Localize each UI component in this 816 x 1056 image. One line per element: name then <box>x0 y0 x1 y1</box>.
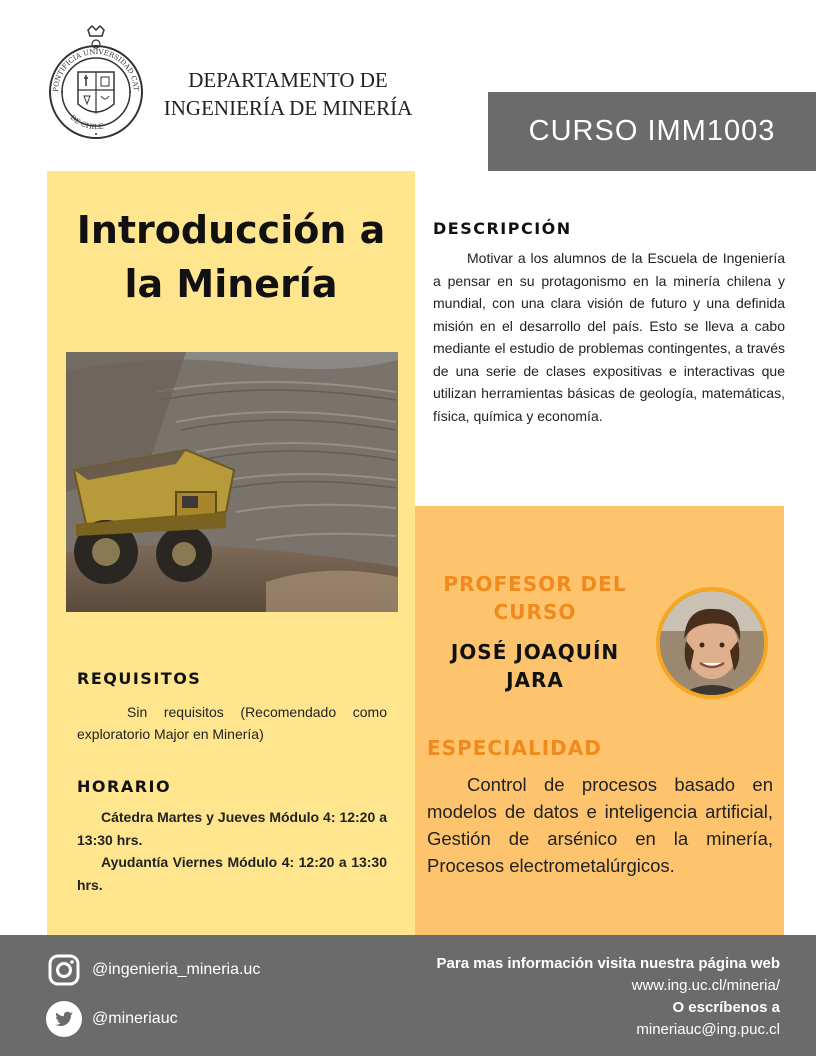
profesor-heading-line-1: PROFESOR DEL <box>443 572 627 596</box>
especialidad-heading: ESPECIALIDAD <box>427 736 602 760</box>
descripcion-text: Motivar a los alumnos de la Escuela de Ingeniería a pensar en su protagonismo en la minería chilena y mundial, con una clara visión de futuro y una definida misión en el desarrollo del país. Esto se lleva a cabo mediante el estudio de problemas contingentes, a través de una serie de clases expositivas e interactivas que utilizan herramientas básicas de geología, matemáticas, física, química y economía. <box>433 250 785 424</box>
profesor-heading <box>427 570 643 626</box>
dept-line-1: DEPARTAMENTO DE <box>188 68 388 92</box>
footer <box>0 935 816 1056</box>
horario-text <box>77 806 387 896</box>
university-seal-logo <box>48 22 144 150</box>
department-name <box>148 66 428 122</box>
info-line: Para mas información visita nuestra página web <box>436 955 780 972</box>
contact-info <box>437 953 780 1041</box>
email-link[interactable]: mineriauc@ing.puc.cl <box>636 1021 780 1038</box>
twitter-link[interactable] <box>46 1001 178 1037</box>
profesor-name <box>427 638 643 694</box>
descripcion-heading: DESCRIPCIÓN <box>433 219 572 238</box>
dept-line-2: INGENIERÍA DE MINERÍA <box>163 96 413 120</box>
course-code: CURSO IMM1003 <box>528 115 776 147</box>
twitter-icon <box>46 1001 82 1037</box>
horario-ayudantia: Ayudantía Viernes Módulo 4: 12:20 a 13:30 hrs. <box>77 854 387 893</box>
especialidad-text: Control de procesos basado en modelos de datos e inteligencia artificial, Gestión de arsénico en la minería, Procesos electrometalúrgicos. <box>427 774 773 876</box>
profesor-heading-line-2: CURSO <box>493 600 577 624</box>
instagram-handle: @ingenieria_mineria.uc <box>92 961 261 978</box>
horario-catedra: Cátedra Martes y Jueves Módulo 4: 12:20 a 13:30 hrs. <box>77 809 387 848</box>
title-line-2: la Minería <box>124 262 338 306</box>
horario-heading: HORARIO <box>77 777 172 796</box>
write-line: O escríbenos a <box>672 999 780 1016</box>
course-title <box>47 203 415 311</box>
twitter-handle: @mineriauc <box>92 1010 178 1027</box>
course-code-banner <box>488 92 816 171</box>
profesor-photo <box>656 587 768 699</box>
requisitos-text: Sin requisitos (Recomendado como exploratorio Major en Minería) <box>77 704 387 742</box>
instagram-icon <box>46 952 82 988</box>
website-link[interactable]: www.ing.uc.cl/mineria/ <box>631 977 780 994</box>
mine-truck-photo <box>66 352 398 612</box>
title-line-1: Introducción a <box>76 208 386 252</box>
instagram-link[interactable] <box>46 952 260 988</box>
requisitos-heading: REQUISITOS <box>77 669 202 688</box>
profesor-name-line-1: JOSÉ JOAQUÍN <box>450 640 620 664</box>
profesor-name-line-2: JARA <box>506 668 564 692</box>
svg-text:PONTIFICIA UNIVERSIDAD CATÓLIC: PONTIFICIA UNIVERSIDAD CAT <box>51 47 141 93</box>
svg-text:DE CHILE: DE CHILE <box>68 113 105 132</box>
